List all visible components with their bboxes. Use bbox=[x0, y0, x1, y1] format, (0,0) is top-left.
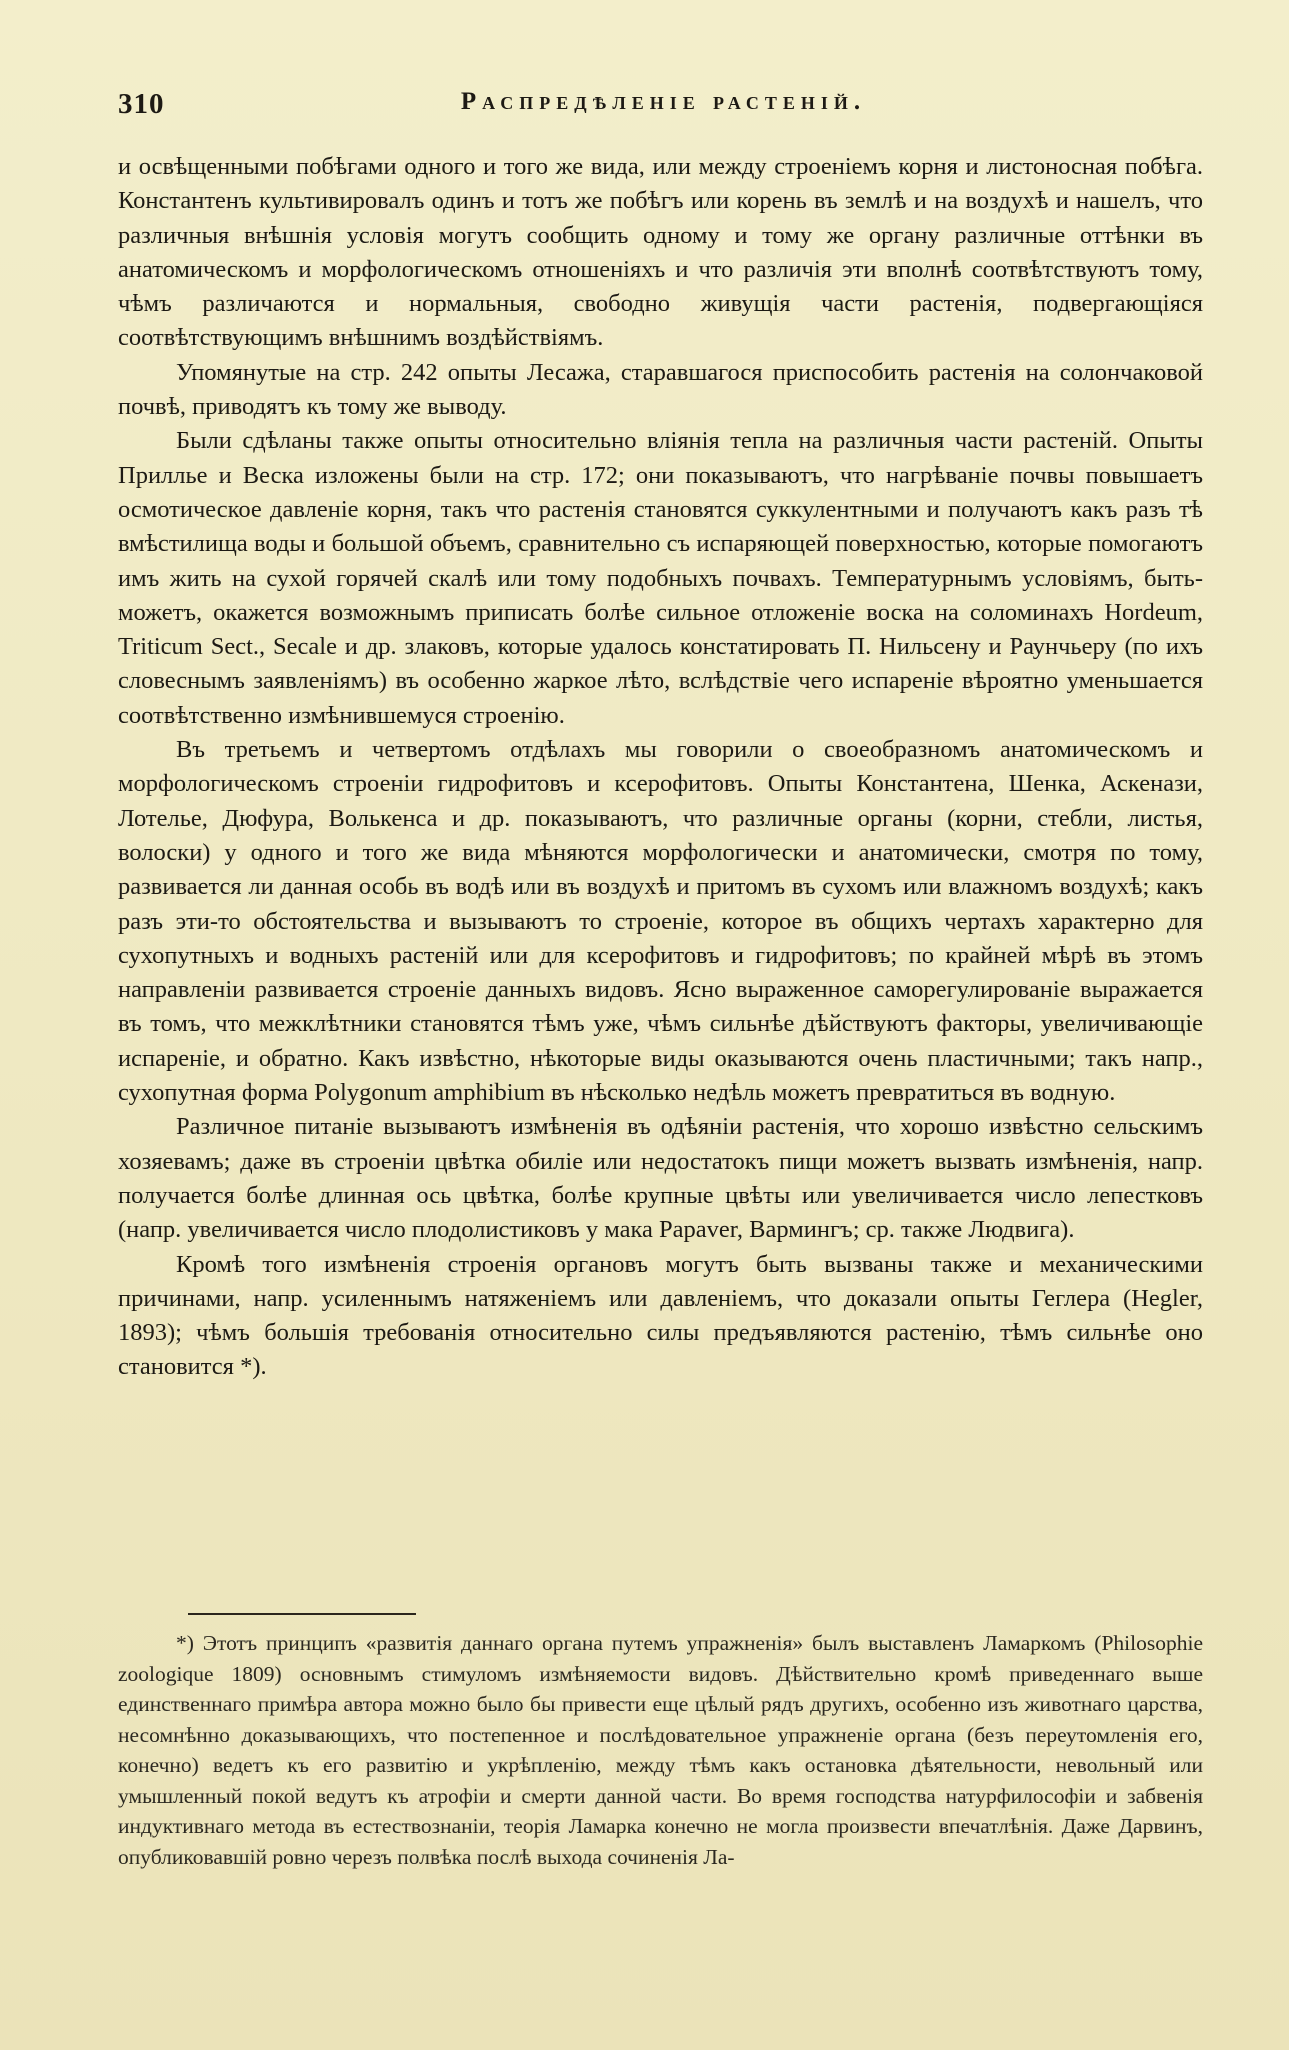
paragraph-lesage: Упомянутые на стр. 242 опыты Лесажа, старавшагося приспособить растенія на солончаковой почвѣ, приводятъ къ тому же выводу. bbox=[118, 358, 1203, 421]
footnote-text: *) Этотъ принципъ «развитія даннаго органа путемъ упражненія» былъ выставленъ Ламаркомъ (Philosophie zoologique 1809) основнымъ стимуломъ измѣняемости видовъ. Дѣйствительно кромѣ приведеннаго выше единственнаго примѣра автора можно было бы привести еще цѣлый рядъ другихъ, особенно изъ животнаго царства, несомнѣнно доказывающихъ, что постепенное и послѣдовательное упражненіе органа (безъ переутомленія его, конечно) ведетъ къ его развитію и укрѣпленію, между тѣмъ какъ остановка дѣятельности, невольный или умышленный покой ведутъ къ атрофіи и смерти данной части. Во время господства натурфилософіи и забвенія индуктивнаго метода въ естествознаніи, теорія Ламарка конечно не могла произвести впечатлѣнія. Даже Дарвинъ, опубликовавшій ровно черезъ полвѣка послѣ выхода сочиненія Ла- bbox=[118, 1631, 1203, 1869]
body-text bbox=[118, 150, 1203, 1385]
paragraph-nutrition: Различное питаніе вызываютъ измѣненія въ одѣяніи растенія, что хорошо извѣстно сельскимъ хозяевамъ; даже въ строеніи цвѣтка обиліе или недостатокъ пищи можетъ вызвать измѣненія, напр. получается болѣе длинная ось цвѣтка, болѣе крупные цвѣты или увеличивается число лепестковъ (напр. увеличивается число плодолистиковъ у мака Papaver, Вармингъ; ср. также Людвига). bbox=[118, 1113, 1203, 1244]
paragraph-heat-experiments: Были сдѣланы также опыты относительно вліянія тепла на различныя части растеній. Опыты Приллье и Веска изложены были на стр. 172; они показываютъ, что нагрѣваніе почвы повышаетъ осмотическое давленіе корня, такъ что растенія становятся суккулентными и получаютъ какъ разъ тѣ вмѣстилища воды и большой объемъ, сравнительно съ испаряющей поверхностью, которые помогаютъ имъ жить на сухой горячей скалѣ или тому подобныхъ почвахъ. Температурнымъ условіямъ, быть-можетъ, окажется возможнымъ приписать болѣе сильное отложеніе воска на соломинахъ Hordeum, Triticum Sect., Secale и др. злаковъ, которые удалось констатировать П. Нильсену и Раунчьеру (по ихъ словеснымъ заявленіямъ) въ особенно жаркое лѣто, вслѣдствіе чего испареніе вѣроятно уменьшается соотвѣтственно измѣнившемуся строенію. bbox=[118, 427, 1203, 729]
footnote-rule bbox=[188, 1613, 416, 1615]
footnote bbox=[118, 1628, 1203, 1872]
paragraph-mechanical-causes: Кромѣ того измѣненія строенія органовъ могутъ быть вызваны также и механическими причинами, напр. усиленнымъ натяженіемъ или давленіемъ, что доказали опыты Геглера (Hegler, 1893); чѣмъ большія требованія относительно силы предъявляются растенію, тѣмъ сильнѣе оно становится *). bbox=[118, 1250, 1203, 1381]
paragraph-continuation: и освѣщенными побѣгами одного и того же вида, или между строеніемъ корня и листоносная побѣга. Константенъ культивировалъ одинъ и тотъ же побѣгъ или корень въ землѣ и на воздухѣ и нашелъ, что различныя внѣшнія условія могутъ сообщить одному и тому же органу различные оттѣнки въ анатомическомъ и морфологическомъ отношеніяхъ и что различія эти вполнѣ соотвѣтствуютъ тому, чѣмъ различаются и нормальныя, свободно живущія части растенія, подвергающіяся соотвѣтствующимъ внѣшнимъ воздѣйствіямъ. bbox=[118, 153, 1203, 352]
page-header bbox=[118, 88, 1209, 128]
paragraph-hydrophytes-xerophytes: Въ третьемъ и четвертомъ отдѣлахъ мы говорили о своеобразномъ анатомическомъ и морфологическомъ строеніи гидрофитовъ и ксерофитовъ. Опыты Константена, Шенка, Аскенази, Лотелье, Дюфура, Волькенса и др. показываютъ, что различные органы (корни, стебли, листья, волоски) у одного и того же вида мѣняются морфологически и анатомически, смотря по тому, развивается ли данная особь въ водѣ или въ воздухѣ и притомъ въ сухомъ или влажномъ воздухѣ; какъ разъ эти-то обстоятельства и вызываютъ то строеніе, которое въ общихъ чертахъ характерно для сухопутныхъ и водныхъ растеній или для ксерофитовъ и гидрофитовъ; по крайней мѣрѣ въ этомъ направленіи развивается строеніе данныхъ видовъ. Ясно выраженное саморегулированіе выражается въ томъ, что межклѣтники становятся тѣмъ уже, чѣмъ сильнѣе дѣйствуютъ факторы, увеличивающіе испареніе, и обратно. Какъ извѣстно, нѣкоторые виды оказываются очень пластичными; такъ напр., сухопутная форма Polygonum amphibium въ нѣсколько недѣль можетъ превратиться въ водную. bbox=[118, 736, 1203, 1107]
page-number: 310 bbox=[118, 88, 165, 120]
running-title: Распредѣленіе растеній. bbox=[460, 88, 867, 115]
